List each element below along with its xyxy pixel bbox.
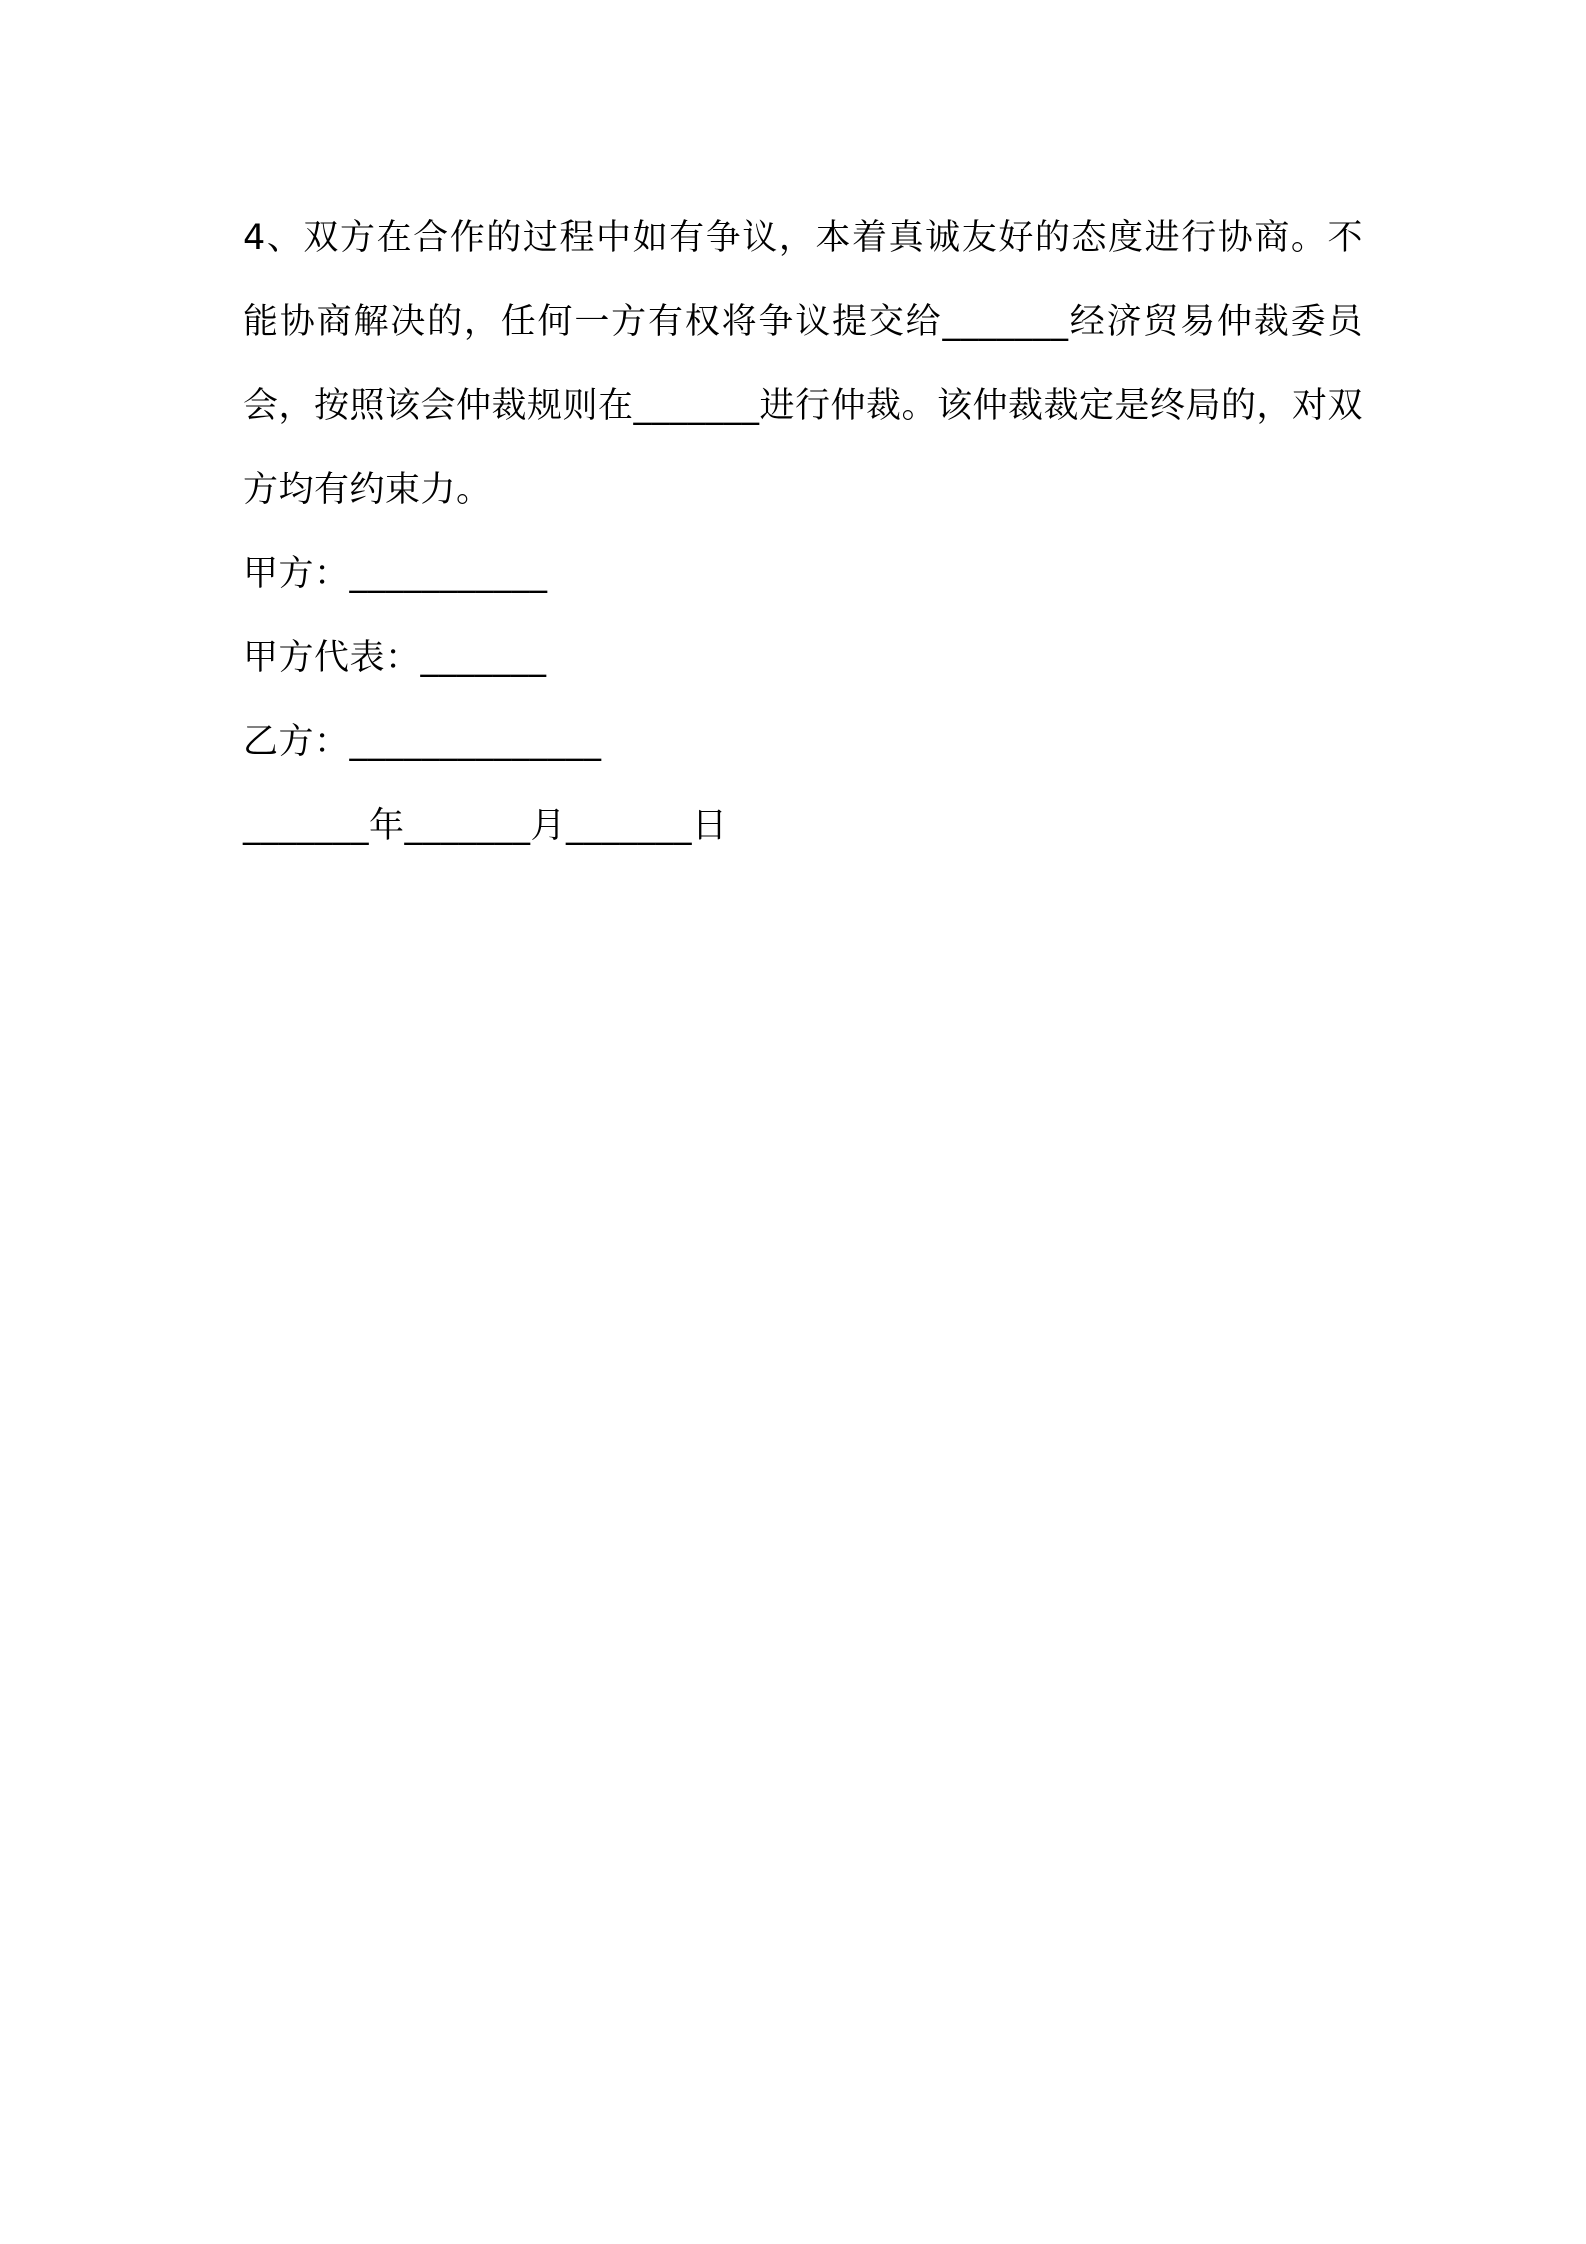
party-a-line: 甲方：___________ — [243, 554, 548, 594]
party-b-line: 乙方：______________ — [243, 722, 602, 762]
document-body — [243, 196, 1363, 868]
date-line: _______年_______月_______日 — [243, 806, 728, 846]
party-a-representative-line: 甲方代表：_______ — [243, 638, 547, 678]
arbitration-clause: 4、双方在合作的过程中如有争议，本着真诚友好的态度进行协商。不能协商解决的，任何一方有权将争议提交给_______经济贸易仲裁委员会，按照该会仲裁规则在_______进行仲裁。该仲裁裁定是终局的，对双方均有约束力。 — [243, 218, 1364, 510]
